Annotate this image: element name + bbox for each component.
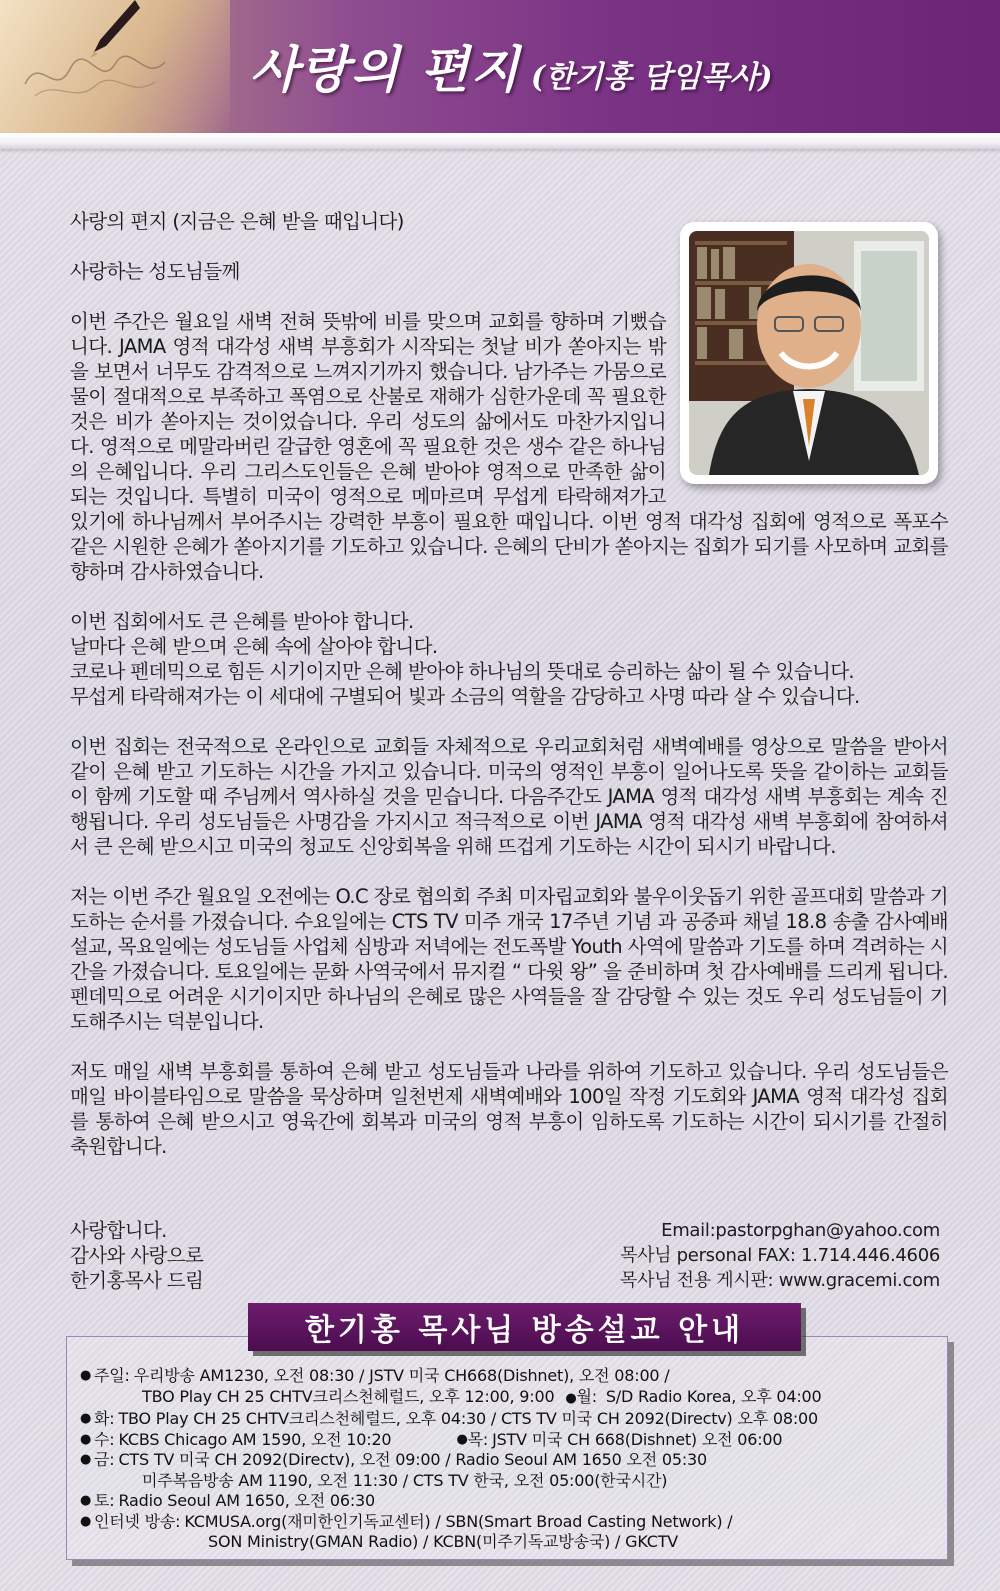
bullet-icon: ● [80, 1368, 92, 1383]
schedule-text: 우리방송 AM1230, 오전 08:30 / JSTV 미국 CH668(Dishnet), 오전 08:00 / [133, 1366, 670, 1385]
bullet-icon: ● [80, 1431, 92, 1447]
bullet-icon: ● [80, 1493, 92, 1508]
schedule-text: S/D Radio Korea, 오후 04:00 [605, 1386, 822, 1406]
bullet-icon: ● [565, 1390, 577, 1406]
letter-closing [70, 1218, 203, 1293]
contact-fax: 목사님 personal FAX: 1.714.446.4606 [619, 1245, 940, 1266]
schedule-friday [80, 1450, 940, 1471]
letter-paragraph-4: 저는 이번 주간 월요일 오전에는 O.C 장로 협의회 주최 미자립교회와 불우이웃돕기 위한 골프대회 말씀과 기도하는 순서를 가졌습니다. 수요일에는 CTS TV 미주 개국 17주년 기념 과 공중파 채널 18.8 송출 감사예배 설교, 목요일에는 성도님들 사업체 심방과 저녁에는 전도폭발 Youth 사역에 말씀과 기도를 하며 격려하는 시간을 가졌습니다. 토요일에는 문화 사역국에서 뮤지컬 “ 다윗 왕” 을 준비하며 첫 감사예배를 드리게 됩니다. 펜데믹으로 어려운 시기이지만 하나님의 은혜로 많은 사역들을 잘 감당할 수 있는 것도 우리 성도님들이 기도해주시는 덕분입니다. [70, 885, 948, 1033]
schedule-wednesday [80, 1430, 940, 1451]
letter-line: 코로나 펜데믹으로 힘든 시기이지만 은혜 받아야 하나님의 뜻대로 승리하는 삶이 될 수 있습니다. [70, 660, 855, 683]
contact-board[interactable]: 목사님 전용 게시판: www.gracemi.com [620, 1270, 940, 1291]
schedule-text: KCMUSA.org(재미한인기독교센터) / SBN(Smart Broad Casting Network) / [184, 1511, 733, 1531]
schedule-label: 화: [94, 1409, 115, 1428]
letter-line: 이번 집회에서도 큰 은혜를 받아야 합니다. [70, 610, 414, 633]
letter-paragraph-1: 이번 주간은 월요일 새벽 전혀 뜻밖에 비를 맞으며 교회를 향하며 기뻤습니다. JAMA 영적 대각성 새벽 부흥회가 시작되는 첫날 비가 쏟아지는 밖을 보면서 너무도 감격적으로 느껴지기까지 했습니다. 남가주는 가뭄으로 물이 절대적으로 부족하고 폭염으로 산불로 재해가 심한가운데 꼭 필요한 것은 비가 쏟아지는 것이었습니다. 우리 성도의 삶에서도 마찬가지입니다. 영적으로 메말라버린 갈급한 영혼에 꼭 필요한 것은 생수 같은 하나님의 은혜입니다. 우리 그리스도인들은 은혜 받아야 영적으로 만족한 삶이 되는 것입니다. 특별히 미국이 영적으로 메마르며 무섭게 타락해져가고 있기에 하나님께서 부어주시는 강력한 부흥이 필요한 때입니다. 이번 영적 대각성 집회에 영적으로 폭포수 같은 시원한 은혜가 쏟아지기를 기도하고 있습니다. 은혜의 단비가 쏟아지는 집회가 되기를 사모하며 교회를 향하며 감사하였습니다. [70, 310, 948, 583]
letter-paragraph-3: 이번 집회는 전국적으로 온라인으로 교회들 자체적으로 우리교회처럼 새벽예배를 영상으로 말씀을 받아서 같이 은혜 받고 기도하는 시간을 가지고 있습니다. 미국의 영적인 부흥이 일어나도록 뜻을 같이하는 교회들이 함께 기도할 때 주님께서 역사하실 것을 믿습니다. 다음주간도 JAMA 영적 대각성 새벽 부흥회는 계속 진행됩니다. 우리 성도님들은 사명감을 가지시고 적극적으로 이번 JAMA 영적 대각성 새벽 부흥회에 참여하셔서 큰 은혜 받으시고 미국의 청교도 신앙회복을 위해 뜨겁게 기도하는 시간이 되시기 바랍니다. [70, 735, 948, 858]
page-title [250, 30, 930, 110]
letter-line: 무섭게 타락해져가는 이 세대에 구별되어 빛과 소금의 역할을 감당하고 사명 따라 살 수 있습니다. [70, 685, 860, 708]
schedule-label: 목: [467, 1429, 489, 1449]
schedule-text: Radio Seoul AM 1650, 오전 06:30 [118, 1491, 375, 1510]
bullet-icon: ● [80, 1452, 92, 1467]
schedule-label: 월: [576, 1386, 597, 1406]
schedule-label: 토: [94, 1491, 115, 1510]
schedule-text: 미주복음방송 AM 1190, 오전 11:30 / CTS TV 한국, 오전 05:00(한국시간) [142, 1470, 668, 1490]
schedule-internet-cont [80, 1532, 940, 1553]
letter-paragraph-5: 저도 매일 새벽 부흥회를 통하여 은혜 받고 성도님들과 나라를 위하여 기도하고 있습니다. 우리 성도님들은 매일 바이블타임으로 말씀을 묵상하며 일천번제 새벽예배와 100일 작정 기도회와 JAMA 영적 대각성 집회를 통하여 은혜 받으시고 영육간에 회복과 미국의 영적 부흥이 임하도록 기도하는 시간이 되시기를 간절히 축원합니다. [70, 1060, 948, 1158]
schedule-text: SON Ministry(GMAN Radio) / KCBN(미주기독교방송국) / GKCTV [208, 1532, 679, 1551]
schedule-text: KCBS Chicago AM 1590, 오전 10:20 [118, 1429, 392, 1449]
letter-greeting: 사랑하는 성도님들께 [70, 260, 240, 283]
schedule-label: 금: [94, 1450, 115, 1469]
header-divider [0, 133, 1000, 149]
schedule-friday-cont [80, 1471, 940, 1492]
schedule-label: 주일: [94, 1366, 130, 1385]
schedule-text: TBO Play CH 25 CHTV크리스천헤럴드, 오후 12:00, 9:00 [142, 1386, 555, 1406]
schedule-saturday [80, 1491, 940, 1512]
bullet-icon: ● [80, 1513, 92, 1529]
header-banner [0, 0, 1000, 133]
fountain-pen-icon [70, 0, 140, 60]
letter-paragraph-2 [70, 609, 948, 709]
schedule-text: TBO Play CH 25 CHTV크리스천헤럴드, 오후 04:30 / CTS TV 미국 CH 2092(Directv) 오후 08:00 [118, 1409, 818, 1428]
letter-body [70, 209, 948, 1184]
schedule-tuesday [80, 1409, 940, 1430]
title-subtitle: (한기홍 담임목사) [530, 60, 773, 95]
schedule-text: JSTV 미국 CH 668(Dishnet) 오전 06:00 [492, 1429, 783, 1449]
schedule-label: 인터넷 방송: [94, 1511, 181, 1531]
bullet-icon: ● [80, 1411, 92, 1426]
letter-line: 날마다 은혜 받으며 은혜 속에 살아야 합니다. [70, 635, 438, 658]
schedule-label: 수: [94, 1429, 115, 1449]
letter-heading: 사랑의 편지 (지금은 은혜 받을 때입니다) [70, 210, 404, 233]
bullet-icon: ● [456, 1431, 468, 1447]
signature-line: 한기홍목사 드림 [70, 1269, 204, 1292]
schedule-text: CTS TV 미국 CH 2092(Directv), 오전 09:00 / Radio Seoul AM 1650 오전 05:30 [118, 1450, 708, 1469]
schedule-sunday-cont [80, 1387, 940, 1410]
closing-line: 사랑합니다. [70, 1219, 167, 1242]
title-main: 사랑의 편지 [250, 40, 521, 99]
broadcast-schedule [80, 1366, 940, 1553]
schedule-internet [80, 1512, 940, 1533]
closing-line: 감사와 사랑으로 [70, 1244, 204, 1267]
schedule-sunday [80, 1366, 940, 1387]
broadcast-title: 한기홍 목사님 방송설교 안내 [248, 1303, 801, 1351]
contact-email[interactable]: Email:pastorpghan@yahoo.com [661, 1220, 940, 1241]
contact-info [620, 1218, 940, 1293]
